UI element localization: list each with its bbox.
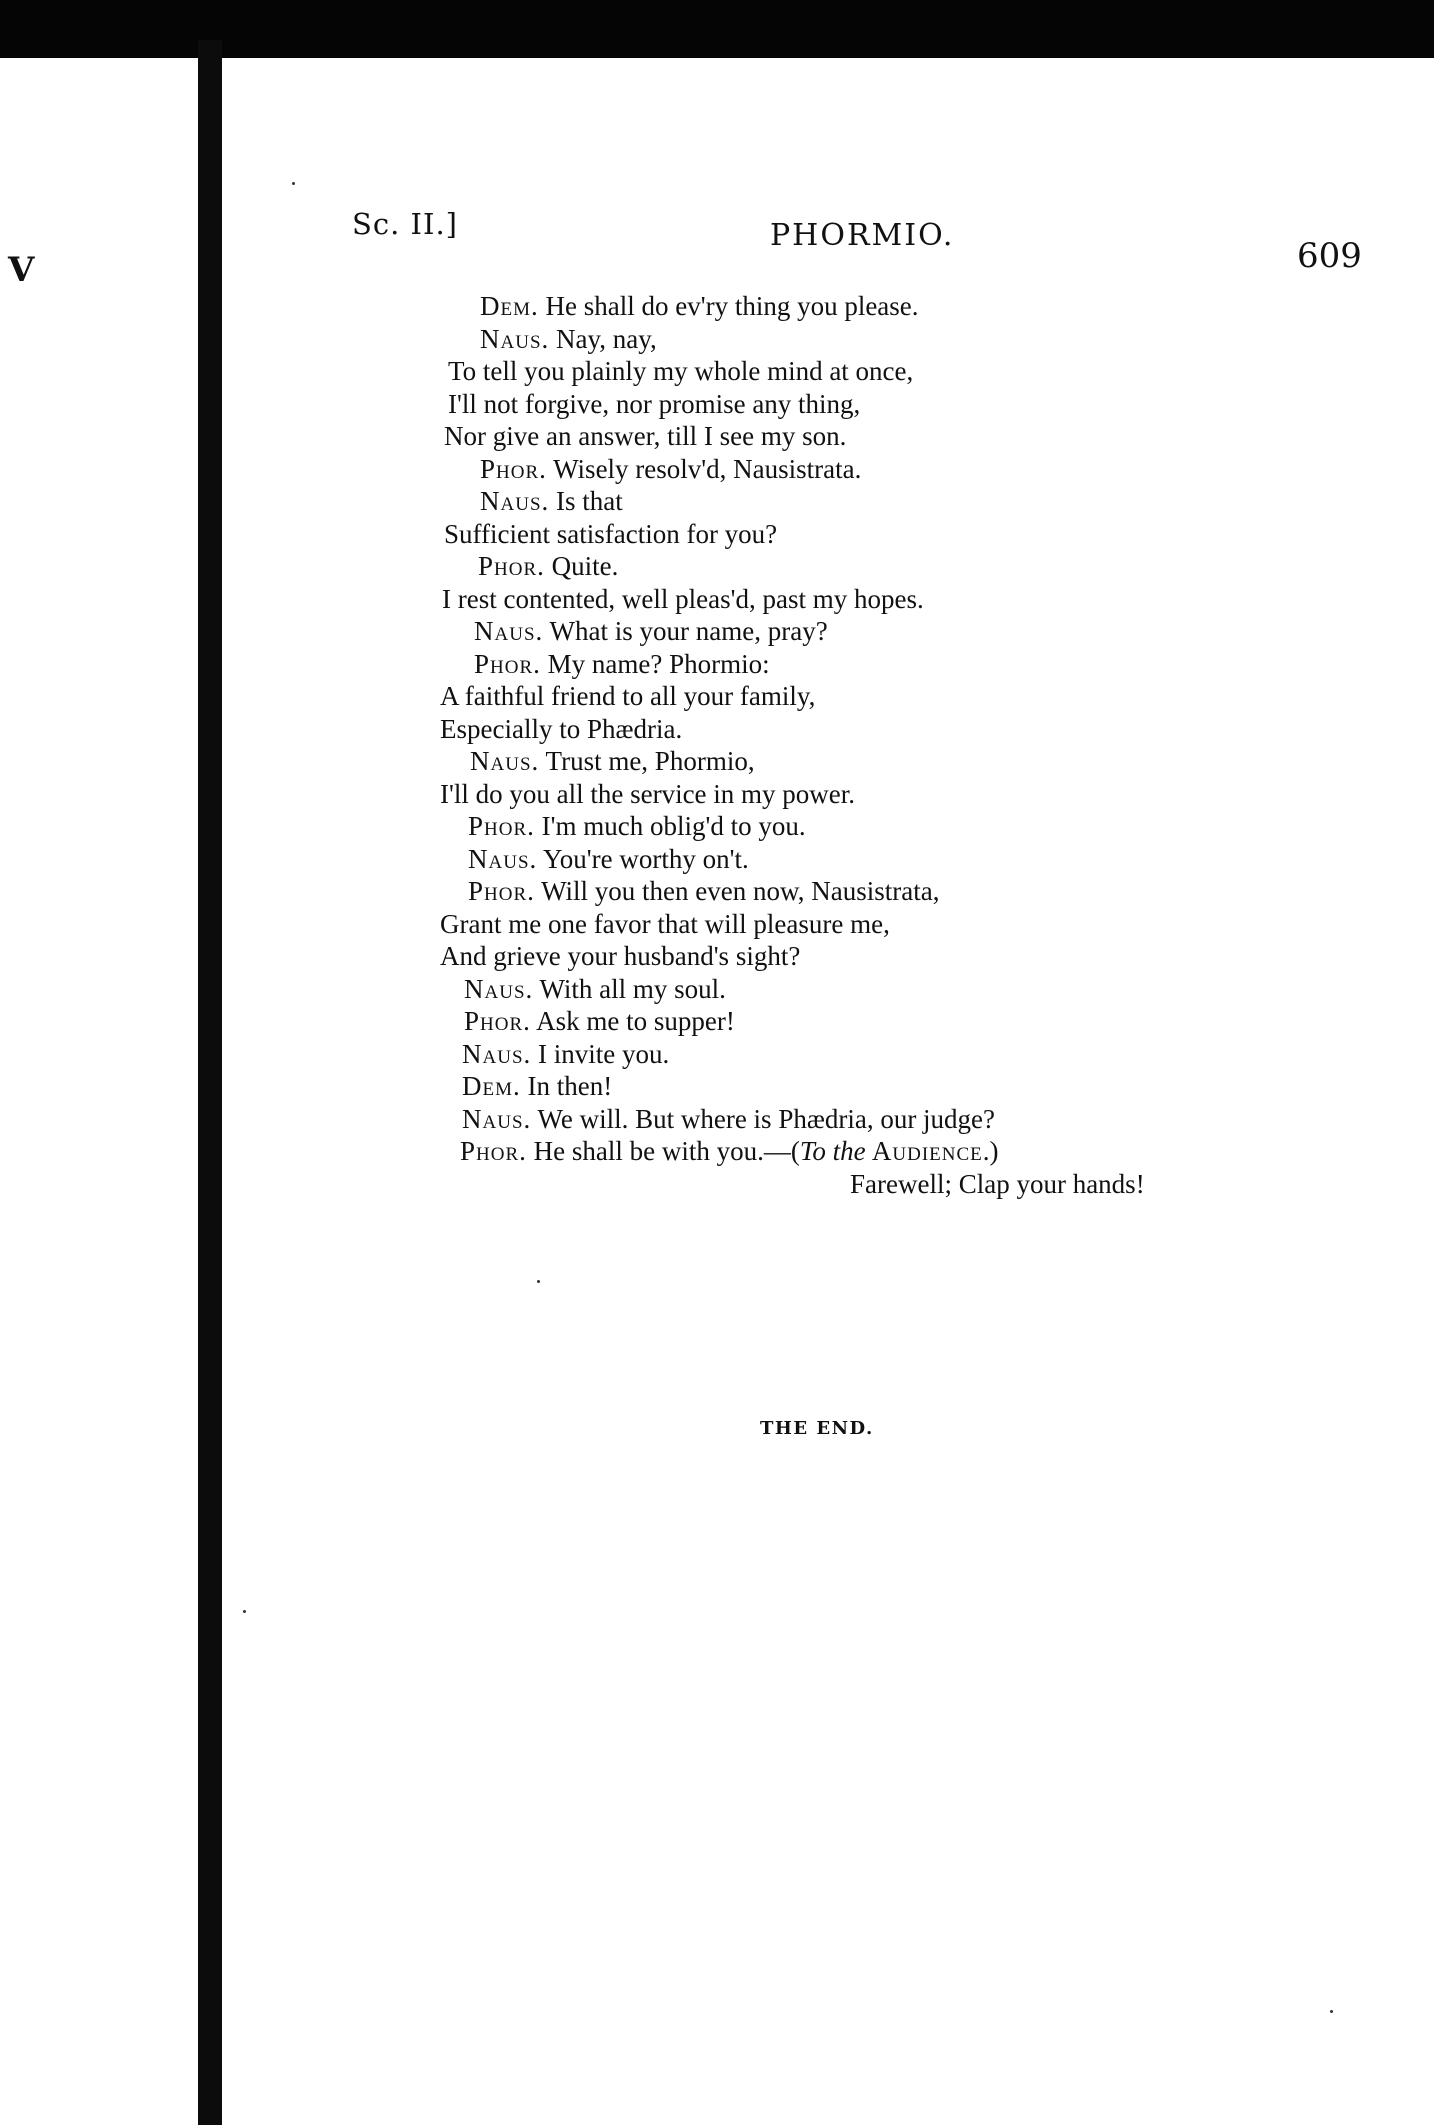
dialogue-line bbox=[440, 810, 1340, 843]
line-text: Sufficient satisfaction for you? bbox=[444, 518, 778, 549]
dialogue-text bbox=[440, 290, 1340, 1200]
speaker-name: Naus. bbox=[462, 1038, 532, 1069]
speaker-name: Dem. bbox=[480, 291, 539, 321]
dialogue-line bbox=[440, 843, 1340, 876]
speaker-name: Phor. bbox=[464, 1006, 531, 1036]
dialogue-line bbox=[440, 583, 1340, 616]
line-text: I invite you. bbox=[531, 1038, 670, 1069]
line-text: With all my soul. bbox=[533, 973, 726, 1004]
dialogue-line bbox=[440, 940, 1340, 973]
the-end: THE END. bbox=[760, 1418, 874, 1439]
dialogue-line bbox=[440, 290, 1340, 323]
speaker-name: Naus. bbox=[480, 486, 550, 516]
dialogue-line bbox=[440, 875, 1340, 908]
line-text: I rest contented, well pleas'd, past my hopes. bbox=[442, 583, 924, 614]
line-text: He shall be with you.—( bbox=[526, 1136, 800, 1166]
line-text: I'm much oblig'd to you. bbox=[534, 811, 806, 841]
dialogue-line bbox=[440, 420, 1340, 453]
line-text: We will. But where is Phædria, our judge? bbox=[531, 1103, 996, 1134]
line-text: Quite. bbox=[544, 551, 619, 581]
dialogue-line bbox=[440, 1135, 1340, 1168]
dialogue-line bbox=[440, 745, 1340, 778]
edge-letter: V bbox=[8, 250, 35, 290]
scan-speck bbox=[243, 1610, 246, 1613]
dialogue-line bbox=[440, 713, 1340, 746]
speaker-name: Phor. bbox=[478, 551, 545, 581]
binding-shadow bbox=[198, 40, 222, 2125]
dialogue-line bbox=[440, 973, 1340, 1006]
speaker-name: Naus. bbox=[474, 616, 544, 646]
line-text: Will you then even now, Nausistrata, bbox=[534, 876, 940, 906]
line-text: Farewell; Clap your hands! bbox=[850, 1168, 1145, 1199]
stage-direction-target: Audience bbox=[865, 1136, 983, 1166]
speaker-name: Phor. bbox=[480, 453, 547, 484]
scan-speck bbox=[292, 182, 295, 185]
dialogue-line bbox=[440, 648, 1340, 681]
dialogue-line bbox=[440, 518, 1340, 551]
speaker-name: Phor. bbox=[460, 1136, 527, 1166]
line-text: To tell you plainly my whole mind at once, bbox=[448, 356, 914, 386]
dialogue-line bbox=[440, 778, 1340, 811]
speaker-name: Naus. bbox=[470, 746, 540, 776]
dialogue-line bbox=[440, 908, 1340, 941]
dialogue-line bbox=[440, 1005, 1340, 1038]
dialogue-line bbox=[440, 1070, 1340, 1103]
line-text: You're worthy on't. bbox=[537, 843, 749, 874]
line-text: Is that bbox=[549, 486, 623, 516]
dialogue-line bbox=[440, 1038, 1340, 1071]
running-header-scene: Sc. II.] bbox=[352, 207, 458, 241]
line-text: Nor give an answer, till I see my son. bbox=[444, 421, 847, 451]
dialogue-line bbox=[440, 1103, 1340, 1136]
speaker-name: Phor. bbox=[468, 876, 535, 906]
line-text: Wisely resolv'd, Nausistrata. bbox=[546, 453, 862, 484]
line-text: Ask me to supper! bbox=[530, 1006, 735, 1036]
line-text: He shall do ev'ry thing you please. bbox=[538, 291, 919, 321]
scan-left-margin bbox=[0, 58, 198, 2125]
line-text: In then! bbox=[520, 1071, 613, 1101]
dialogue-line bbox=[440, 323, 1340, 356]
speaker-name: Naus. bbox=[464, 973, 534, 1004]
dialogue-line bbox=[440, 355, 1340, 388]
line-text: Nay, nay, bbox=[549, 323, 657, 354]
dialogue-line bbox=[440, 485, 1340, 518]
line-tail: .) bbox=[982, 1136, 999, 1166]
scan-speck bbox=[537, 1280, 540, 1283]
dialogue-line bbox=[440, 550, 1340, 583]
line-text: My name? Phormio: bbox=[540, 648, 770, 679]
line-text: Grant me one favor that will pleasure me, bbox=[440, 908, 890, 939]
speaker-name: Naus. bbox=[468, 843, 538, 874]
line-text: I'll do you all the service in my power. bbox=[440, 778, 856, 809]
speaker-name: Phor. bbox=[468, 811, 535, 841]
line-text: Especially to Phædria. bbox=[440, 713, 683, 744]
running-header-title: PHORMIO. bbox=[770, 218, 955, 253]
stage-direction: To the bbox=[799, 1136, 866, 1166]
line-text: Trust me, Phormio, bbox=[539, 746, 755, 776]
speaker-name: Naus. bbox=[480, 323, 550, 354]
speaker-name: Dem. bbox=[462, 1071, 521, 1101]
line-text: I'll not forgive, nor promise any thing, bbox=[448, 388, 861, 419]
speaker-name: Phor. bbox=[474, 648, 541, 679]
dialogue-line bbox=[440, 615, 1340, 648]
line-text: A faithful friend to all your family, bbox=[440, 681, 816, 711]
speaker-name: Naus. bbox=[462, 1103, 532, 1134]
dialogue-line bbox=[440, 453, 1340, 486]
line-text: What is your name, pray? bbox=[543, 616, 828, 646]
dialogue-line bbox=[440, 680, 1340, 713]
scan-speck bbox=[1330, 2010, 1333, 2013]
dialogue-line bbox=[440, 388, 1340, 421]
page-number: 609 bbox=[1297, 236, 1362, 276]
line-text: And grieve your husband's sight? bbox=[440, 941, 801, 971]
dialogue-line bbox=[440, 1168, 1340, 1201]
